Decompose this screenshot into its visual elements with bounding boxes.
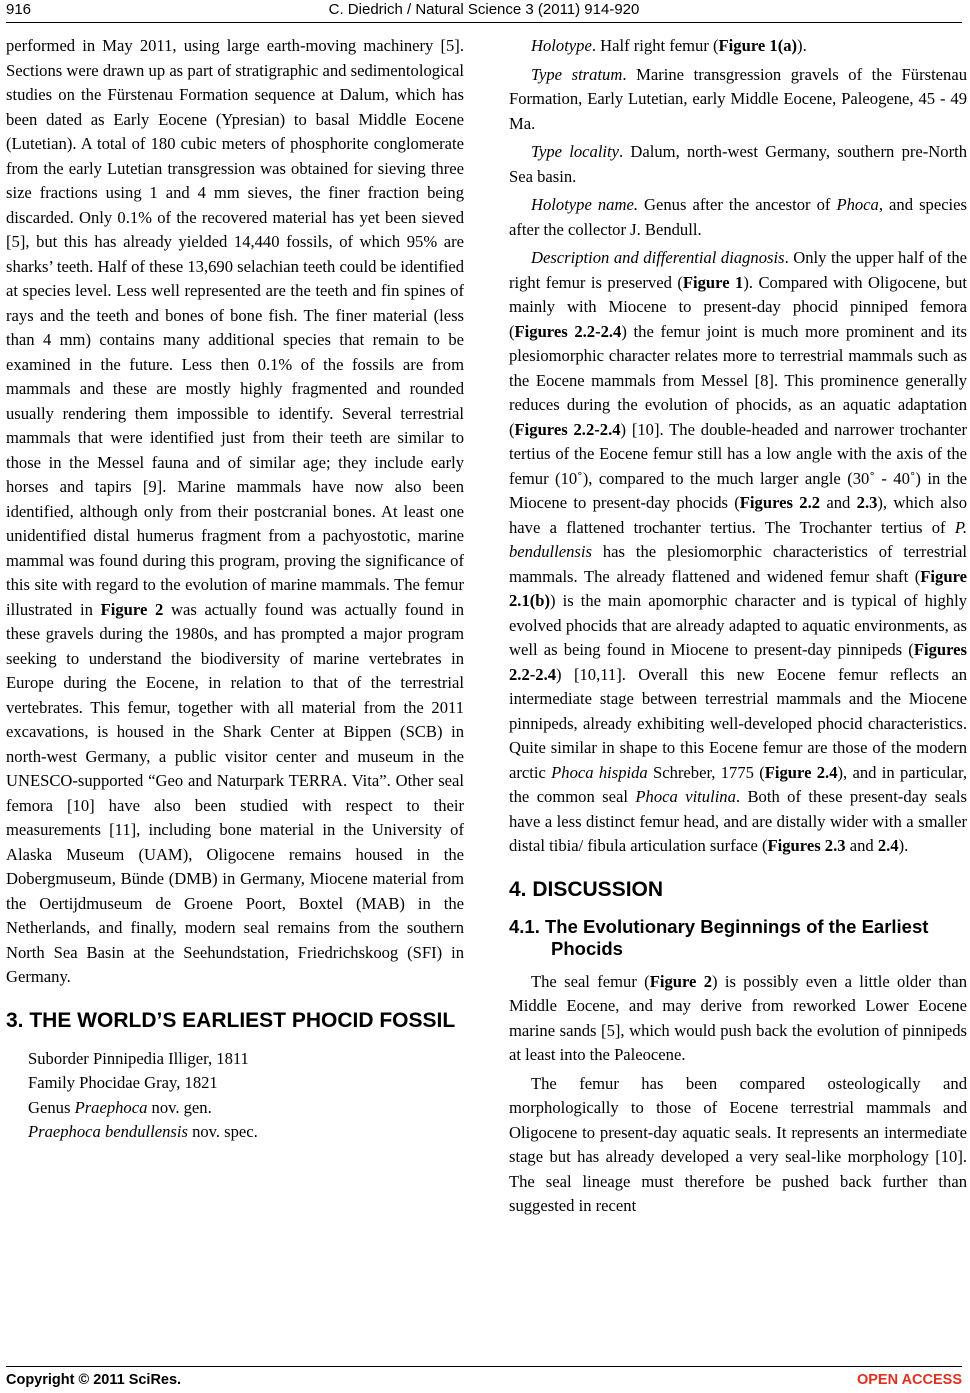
paragraph-type-locality: Type locality. Dalum, north-west Germany, southern pre-North Sea basin.	[509, 142, 968, 186]
paragraph-holotype: Holotype. Half right femur (Figure 1(a)).	[531, 36, 807, 55]
page-footer	[6, 1366, 962, 1393]
left-column	[6, 34, 464, 1145]
taxonomy-genus: Genus Praephoca nov. gen.	[28, 1097, 212, 1117]
subsection-heading-4-1: 4.1. The Evolutionary Beginnings of the Earliest Phocids	[509, 915, 929, 959]
page-header	[6, 0, 962, 23]
section-heading-4: 4. DISCUSSION	[509, 877, 664, 901]
taxonomy-suborder: Suborder Pinnipedia Illiger, 1811	[28, 1048, 249, 1068]
taxonomy-species: Praephoca bendullensis nov. spec.	[28, 1122, 258, 1141]
page-number: 916	[6, 1, 32, 18]
paragraph-discussion-1: The seal femur (Figure 2) is possibly even a little older than Middle Eocene, and may derive from reworked Lower Eocene marine sands [5], which would push back the evolution of pinnipeds at least into the Paleocene.	[509, 971, 967, 1064]
paragraph-description: Description and differential diagnosis. Only the upper half of the right femur is preserved (Figure 1). Compared with Oligocene, but mainly with Miocene to present-day phocid pinniped femora (Figures 2.2-2.4) the femur joint is much more prominent and its plesiomorphic character relates more to terrestrial mammals such as the Eocene mammals from Messel [8]. This prominence generally reduces during the evolution of phocids, as an aquatic adaptation (Figures 2.2-2.4) [10]. The double-headed and narrower trochanter tertius of the Eocene femur still has a low angle with the axis of the femur (10˚), compared to the much larger angle (30˚ - 40˚) in the Miocene to present-day phocids (Figures 2.2 and 2.3), which also have a flattened trochanter tertius. The Trochanter tertius of P. bendullensis has the plesiomorphic characteristics of terrestrial mammals. The already flattened and widened femur shaft (Figure 2.1(b)) is the main apomorphic character and is typical of highly evolved phocids that are already adapted to aquatic environments, as well as being found in Miocene to present-day pinnipeds (Figures 2.2-2.4) [10,11]. Overall this new Eocene femur reflects an intermediate stage between terrestrial mammals and the Miocene pinnipeds, already exhibiting well-developed phocid characteristics. Quite similar in shape to this Eocene femur are those of the modern arctic Phoca hispida Schreber, 1775 (Figure 2.4), and in particular, the common seal Phoca vitulina. Both of these present-day seals have a less distinct femur head, and are distally wider with a smaller distal tibia/ fibula articulation surface (Figures 2.3 and 2.4).	[509, 248, 967, 855]
copyright-notice: Copyright © 2011 SciRes.	[6, 1372, 182, 1388]
open-access-label: OPEN ACCESS	[856, 1372, 962, 1388]
paragraph-holotype-name: Holotype name. Genus after the ancestor of Phoca, and species after the collector J. Bendull.	[509, 195, 967, 239]
section-heading-3: 3. THE WORLD’S EARLIEST PHOCID FOSSIL	[6, 1008, 456, 1032]
paragraph-methods: performed in May 2011, using large earth-moving machinery [5]. Sections were drawn up as part of stratigraphic and sedimentological studies on the Fürstenau Formation sequence at Dalum, which has been dated as Early Eocene (Ypresian) to basal Middle Eocene (Lutetian). A total of 180 cubic meters of phosphorite conglomerate from the early Lutetian transgression was obtained for sieving three size fractions using 1 and 4 mm sieves, the finer fraction being discarded. Only 0.1% of the recovered material has yet been sieved [5], but this has already yielded 14,440 fossils, of which 95% are sharks’ teeth. Half of these 13,690 selachian teeth could be identified at species level. Less well represented are the teeth and fin spines of rays and the teeth and bones of bone fish. The finer material (less than 4 mm) contains many additional species that remain to be examined in the future. Less then 0.1% of the fossils are from mammals and these are mostly highly fragmented and rounded usually rendering them impossible to identify. Several terrestrial mammals that were identified just from their teeth are similar to those in the Messel fauna and of similar age; they include early horses and tapirs [9]. Marine mammals have now also been identified, although only from their postcranial bones. At least one unidentified distal humerus fragment from a pachyostotic, marine mammal was found during this program, proving the significance of this site with regard to the evolution of marine mammals. The femur illustrated in Figure 2 was actually found was actually found in these gravels during the 1980s, and has prompted a major program seeking to understand the biodiversity of marine vertebrates in Europe during the Eocene, in relation to that of the terrestrial vertebrates. This femur, together with all material from the 2011 excavations, is housed in the Shark Center at Bippen (SCB) in north-west Germany, a public visitor center and museum in the UNESCO-supported “Geo and Naturpark TERRA. Vita”. Other seal femora [10] have also been studied with respect to their measurements [11], including bone material in the University of Alaska Museum (UAM), Oligocene remains housed in the Dobergmuseum, Bünde (DMB) in Germany, Miocene material from the Oertijdmuseum de Groene Poort, Boxtel (MAB) in the Netherlands, and finally, modern seal remains from the southern North Sea Basin at the Seehundstation, Friedrichskoog (SFI) in Germany.	[6, 36, 464, 986]
right-column	[509, 34, 967, 1223]
taxonomy-block	[6, 1047, 464, 1145]
taxonomy-family: Family Phocidae Gray, 1821	[28, 1073, 218, 1092]
paragraph-type-stratum: Type stratum. Marine transgression gravels of the Fürstenau Formation, Early Lutetian, early Middle Eocene, Paleogene, 45 - 49 Ma.	[509, 64, 967, 133]
paragraph-discussion-2: The femur has been compared osteologically and morphologically to those of Eocene terrestrial mammals and Oligocene to present-day aquatic seals. It represents an intermediate stage but has already developed a very seal-like morphology [10]. The seal lineage must therefore be pushed back further than suggested in recent	[509, 1073, 967, 1215]
running-title: C. Diedrich / Natural Science 3 (2011) 914-920	[328, 1, 640, 18]
